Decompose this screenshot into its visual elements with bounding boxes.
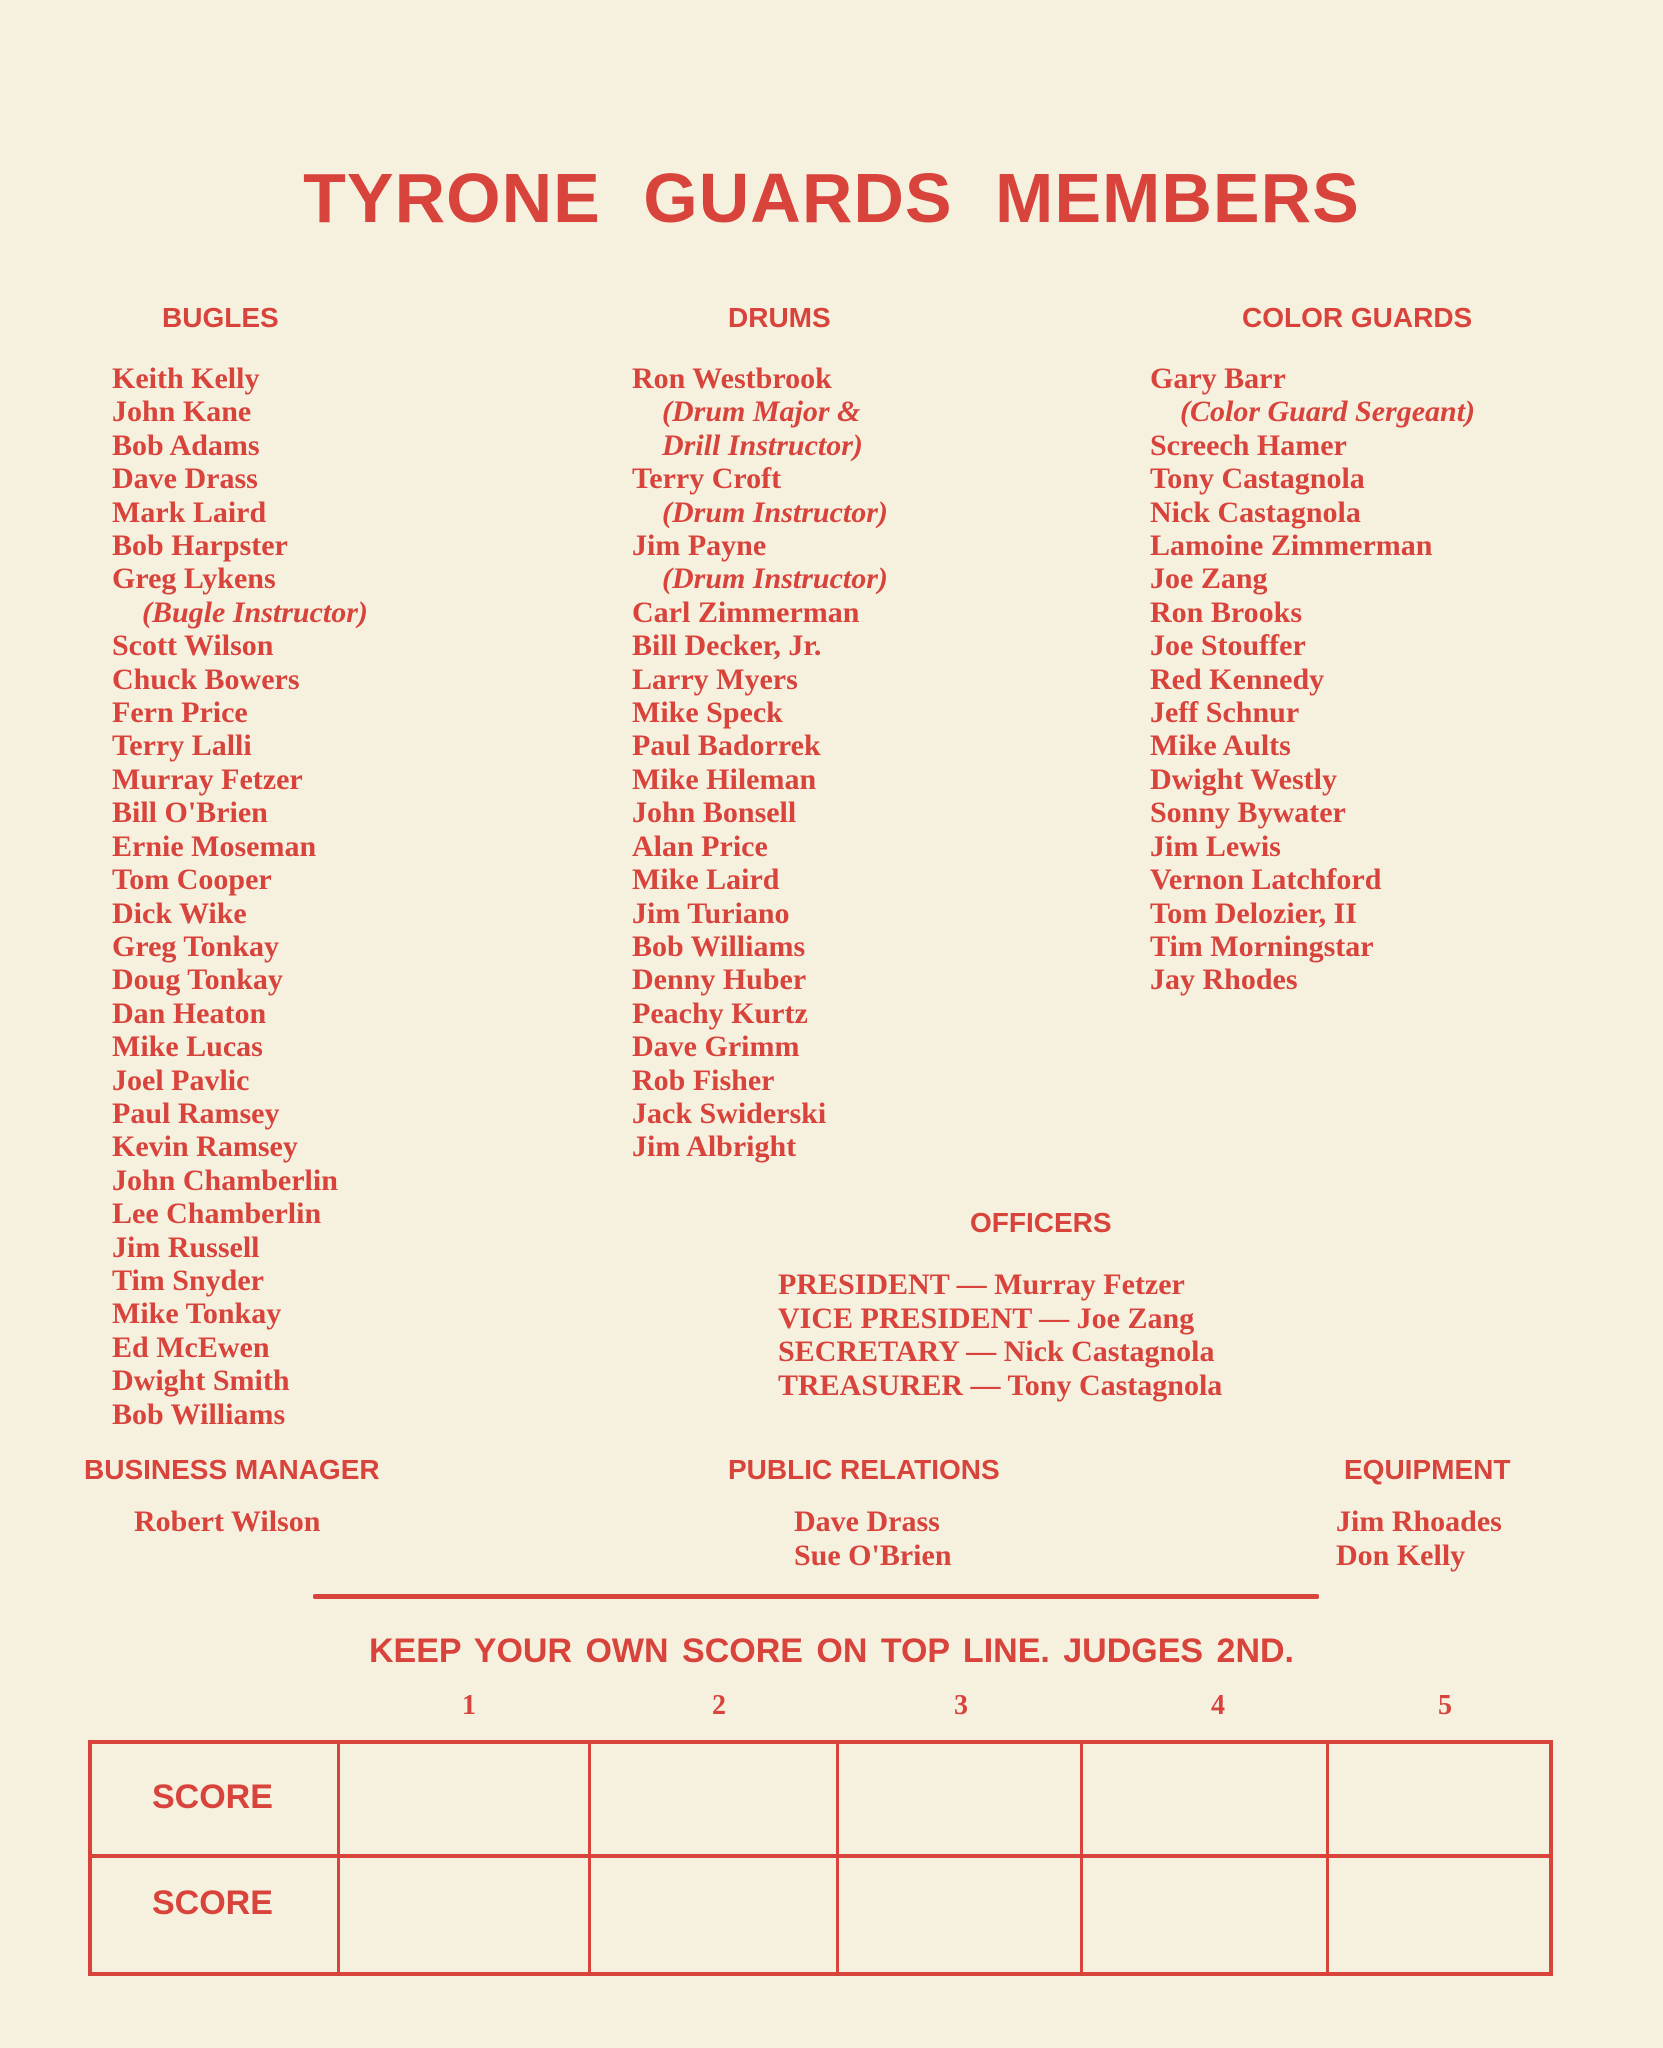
- grid-col-divider: [1080, 1744, 1083, 1972]
- member-name: Dave Drass: [794, 1505, 940, 1538]
- member-name: Ron Westbrook: [632, 362, 832, 395]
- member-name: Jim Lewis: [1150, 829, 1281, 863]
- member-name: Dave Grimm: [632, 1030, 800, 1064]
- member-name: Jim Payne: [632, 529, 767, 563]
- member-name: Gary Barr: [1150, 362, 1286, 395]
- score-row-label-1: SCORE: [152, 1778, 273, 1816]
- member-name: Doug Tonkay: [112, 963, 283, 997]
- member-name: Jim Turiano: [632, 896, 790, 930]
- member-name: John Bonsell: [632, 796, 797, 830]
- member-role-note: (Drum Instructor): [662, 562, 888, 596]
- member-name: Mike Speck: [632, 696, 783, 730]
- member-name: Red Kennedy: [1150, 662, 1325, 696]
- member-name: Terry Croft: [632, 462, 782, 496]
- page-title: TYRONE GUARDS MEMBERS: [303, 159, 1360, 237]
- member-name: Tim Snyder: [112, 1263, 264, 1297]
- officer-entry: SECRETARY — Nick Castagnola: [778, 1335, 1215, 1369]
- business-manager-names: [134, 1505, 320, 1539]
- public-relations-heading: PUBLIC RELATIONS: [728, 1454, 1000, 1485]
- member-name: Jack Swiderski: [632, 1096, 827, 1130]
- divider-rule: [313, 1594, 1319, 1599]
- grid-col-divider: [337, 1744, 340, 1972]
- member-name: Sonny Bywater: [1150, 796, 1346, 830]
- member-name: Keith Kelly: [112, 362, 260, 395]
- grid-col-divider: [1326, 1744, 1329, 1972]
- member-name: Rob Fisher: [632, 1063, 775, 1097]
- member-name: Murray Fetzer: [112, 762, 303, 796]
- score-instruction: KEEP YOUR OWN SCORE ON TOP LINE. JUDGES 2ND.: [369, 1632, 1294, 1670]
- member-name: Dave Drass: [112, 462, 258, 496]
- member-name: Peachy Kurtz: [632, 996, 808, 1030]
- member-name: Tom Cooper: [112, 863, 272, 897]
- member-name: John Kane: [112, 395, 252, 429]
- member-name: Joe Zang: [1150, 562, 1268, 596]
- member-name: Mike Aults: [1150, 729, 1291, 763]
- member-role-note: (Color Guard Sergeant): [1180, 395, 1476, 429]
- member-name: Bob Williams: [112, 1397, 286, 1431]
- member-name: Dick Wike: [112, 896, 247, 930]
- member-name: Lamoine Zimmerman: [1150, 529, 1433, 563]
- member-name: Paul Ramsey: [112, 1096, 280, 1130]
- column-number-4: 4: [1211, 1690, 1225, 1721]
- member-name: Lee Chamberlin: [112, 1197, 322, 1231]
- color-guards-heading: COLOR GUARDS: [1242, 302, 1473, 333]
- officer-entry: PRESIDENT — Murray Fetzer: [778, 1268, 1185, 1301]
- column-number-5: 5: [1438, 1690, 1452, 1721]
- column-number-2: 2: [712, 1690, 726, 1721]
- member-name: Mike Laird: [632, 863, 780, 897]
- member-role-note: (Bugle Instructor): [142, 595, 368, 629]
- member-name: Carl Zimmerman: [632, 595, 860, 629]
- member-name: Vernon Latchford: [1150, 863, 1382, 897]
- member-name: Tim Morningstar: [1150, 929, 1374, 963]
- member-name: Tony Castagnola: [1150, 462, 1365, 496]
- member-name: Don Kelly: [1336, 1539, 1466, 1572]
- member-name: Jim Russell: [112, 1230, 260, 1264]
- member-name: Jay Rhodes: [1150, 963, 1298, 997]
- member-role-note: (Drum Major &: [662, 395, 861, 429]
- member-name: Sue O'Brien: [794, 1539, 952, 1572]
- member-name: Robert Wilson: [134, 1505, 321, 1538]
- member-name: Bill O'Brien: [112, 796, 268, 830]
- member-name: Jim Albright: [632, 1130, 797, 1164]
- member-name: Dan Heaton: [112, 996, 267, 1030]
- member-name: Greg Lykens: [112, 562, 276, 596]
- member-name: Dwight Westly: [1150, 762, 1337, 796]
- member-name: Tom Delozier, II: [1150, 896, 1357, 930]
- column-number-3: 3: [954, 1690, 968, 1721]
- member-name: Mike Hileman: [632, 762, 817, 796]
- member-name: Bill Decker, Jr.: [632, 629, 822, 663]
- score-grid: [88, 1740, 1553, 1976]
- member-role-note: (Drum Instructor): [662, 495, 888, 529]
- member-name: Bob Harpster: [112, 529, 288, 563]
- officers-heading: OFFICERS: [970, 1207, 1112, 1238]
- business-manager-heading: BUSINESS MANAGER: [84, 1454, 380, 1485]
- equipment-names: [1336, 1505, 1502, 1573]
- member-name: Terry Lalli: [112, 729, 252, 763]
- grid-col-divider: [588, 1744, 591, 1972]
- color-guards-member-list: [1150, 362, 1475, 997]
- member-name: Alan Price: [632, 829, 768, 863]
- member-name: Mike Tonkay: [112, 1297, 282, 1331]
- bugles-heading: BUGLES: [162, 302, 279, 333]
- public-relations-names: [794, 1505, 952, 1573]
- member-name: Joel Pavlic: [112, 1063, 250, 1097]
- equipment-heading: EQUIPMENT: [1344, 1454, 1511, 1485]
- column-number-1: 1: [462, 1690, 476, 1721]
- member-name: Screech Hamer: [1150, 428, 1347, 462]
- member-name: Jeff Schnur: [1150, 696, 1300, 730]
- officer-entry: VICE PRESIDENT — Joe Zang: [778, 1301, 1195, 1335]
- member-name: Fern Price: [112, 696, 248, 730]
- member-name: Mark Laird: [112, 495, 267, 529]
- member-name: Ernie Moseman: [112, 829, 317, 863]
- grid-row-divider: [92, 1854, 1549, 1858]
- member-name: Ron Brooks: [1150, 595, 1302, 629]
- member-name: Joe Stouffer: [1150, 629, 1306, 663]
- member-name: Jim Rhoades: [1336, 1505, 1502, 1538]
- member-name: Scott Wilson: [112, 629, 274, 663]
- member-name: John Chamberlin: [112, 1163, 338, 1197]
- drums-member-list: [632, 362, 888, 1164]
- member-name: Larry Myers: [632, 662, 798, 696]
- member-name: Mike Lucas: [112, 1030, 263, 1064]
- member-name: Dwight Smith: [112, 1364, 290, 1398]
- officer-entry: TREASURER — Tony Castagnola: [778, 1368, 1223, 1402]
- drums-heading: DRUMS: [728, 302, 831, 333]
- member-name: Bob Williams: [632, 929, 806, 963]
- bugles-member-list: [112, 362, 368, 1431]
- member-name: Kevin Ramsey: [112, 1130, 298, 1164]
- member-name: Greg Tonkay: [112, 929, 280, 963]
- member-name: Denny Huber: [632, 963, 807, 997]
- member-name: Chuck Bowers: [112, 662, 300, 696]
- member-name: Bob Adams: [112, 428, 260, 462]
- score-row-label-2: SCORE: [152, 1884, 273, 1922]
- member-name: Nick Castagnola: [1150, 495, 1361, 529]
- member-role-note: Drill Instructor): [662, 428, 863, 462]
- grid-col-divider: [836, 1744, 839, 1972]
- officers-list: [778, 1268, 1222, 1402]
- member-name: Ed McEwen: [112, 1330, 270, 1364]
- member-name: Paul Badorrek: [632, 729, 821, 763]
